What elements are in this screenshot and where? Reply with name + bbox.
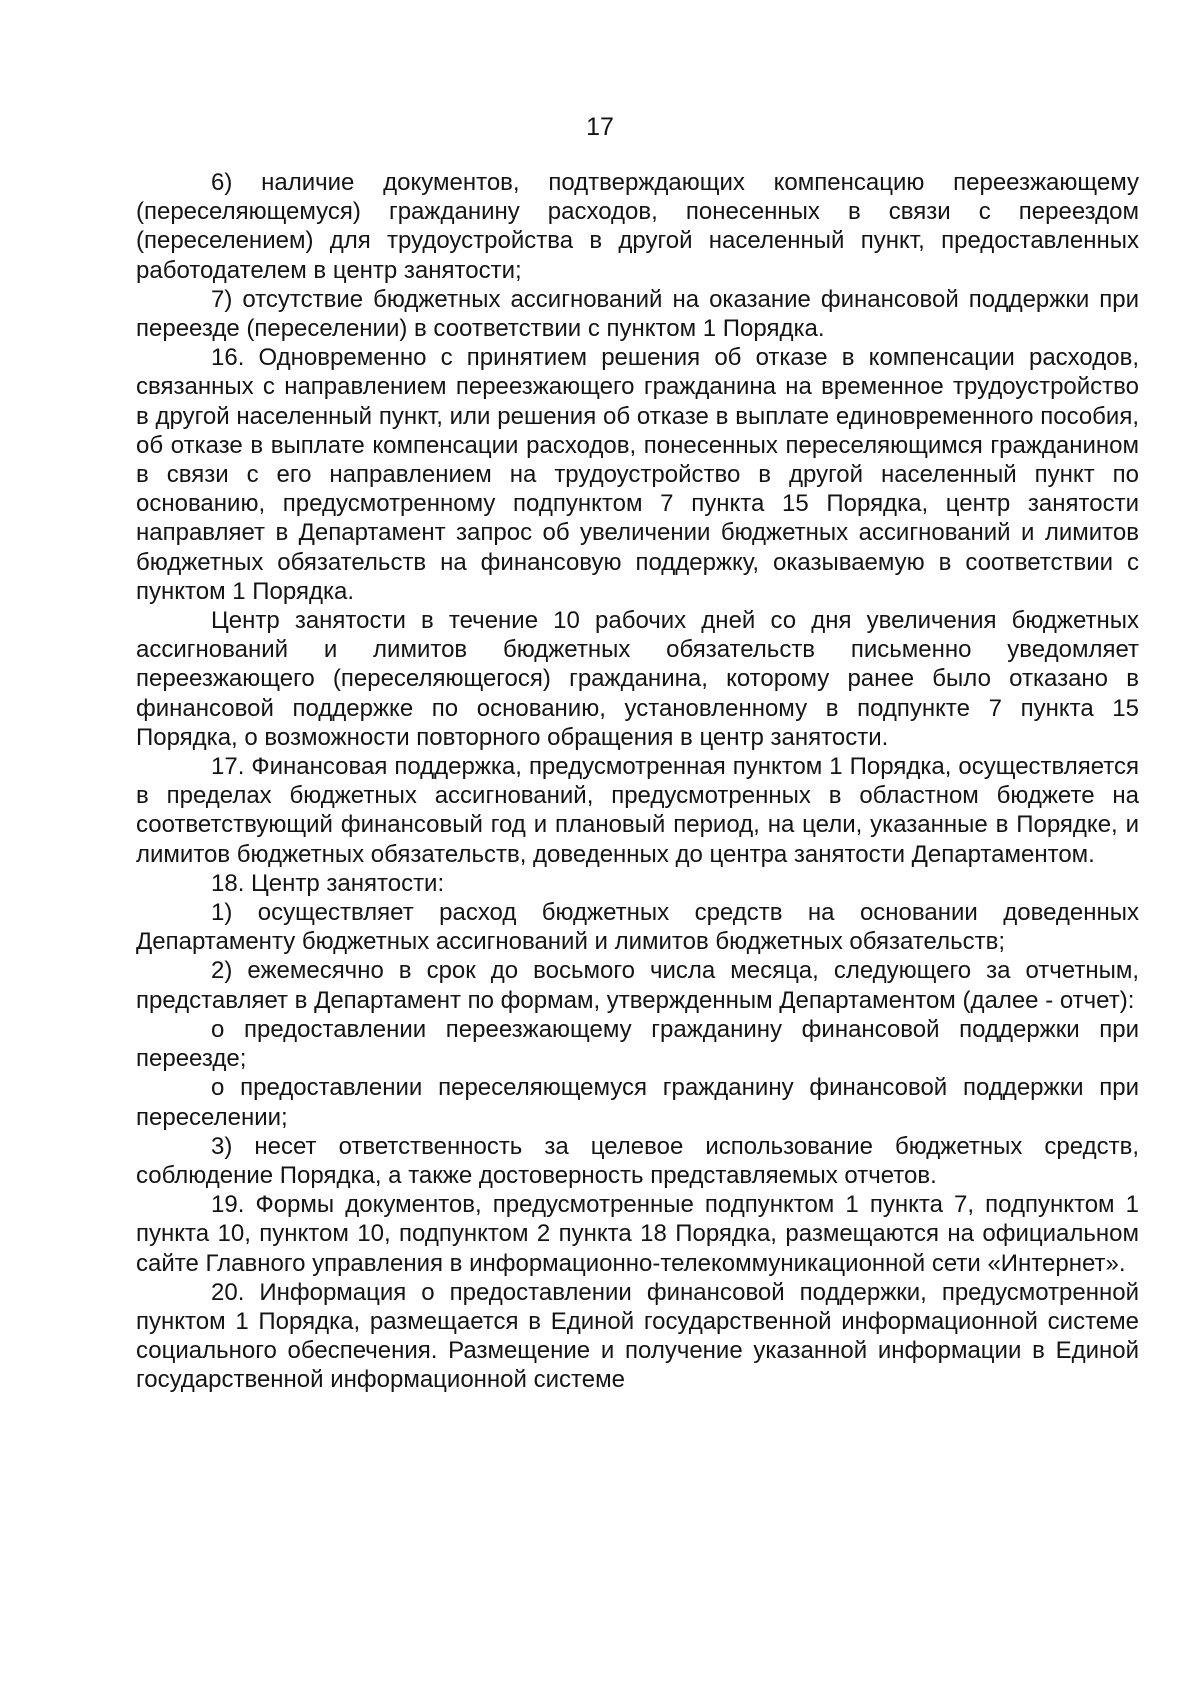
paragraph-clause-18: 18. Центр занятости:: [211, 869, 445, 897]
page-number: 17: [586, 113, 614, 141]
document-body: [136, 168, 1139, 1395]
paragraph-clause-16-continued: Центр занятости в течение 10 рабочих дней со дня увеличения бюджетных ассигнований и лимитов бюджетных обязательств письменно уведомляет переезжающего (переселяющегося) гражданина, которому ранее было отказано в финансовой поддержке по основанию, установленному в подпункте 7 пункта 15 Порядка, о возможности повторного обращения в центр занятости.: [136, 607, 1139, 751]
paragraph-report-relocation: о предоставлении переезжающему гражданину финансовой поддержки при переезде;: [136, 1015, 1139, 1073]
paragraph-clause-20: 20. Информация о предоставлении финансовой поддержки, предусмотренной пунктом 1 Порядка, размещается в Единой государственной информационной системе социального обеспечения. Размещение и получение указанной информации в Единой государственной информационной системе: [136, 1278, 1139, 1394]
paragraph-report-resettlement: о предоставлении переселяющемуся гражданину финансовой поддержки при переселении;: [136, 1074, 1139, 1131]
paragraph-clause-18-item-3: 3) несет ответственность за целевое использование бюджетных средств, соблюдение Порядка, а также достоверность представляемых отчетов.: [136, 1132, 1139, 1189]
paragraph-clause-18-item-1: 1) осуществляет расход бюджетных средств на основании доведенных Департаменту бюджетных ассигнований и лимитов бюджетных обязательств;: [136, 899, 1139, 956]
paragraph-clause-16: 16. Одновременно с принятием решения об отказе в компенсации расходов, связанных с направлением переезжающего гражданина на временное трудоустройство в другой населенный пункт, или решения об отказе в выплате единовременного пособия, об отказе в выплате компенсации расходов, понесенных переселяющимся гражданином в связи с его направлением на трудоустройство в другой населенный пункт по основанию, предусмотренному подпунктом 7 пункта 15 Порядка, центр занятости направляет в Департамент запрос об увеличении бюджетных ассигнований и лимитов бюджетных обязательств на финансовую поддержку, оказываемую в соответствии с пунктом 1 Порядка.: [136, 344, 1139, 605]
paragraph-clause-17: 17. Финансовая поддержка, предусмотренная пунктом 1 Порядка, осуществляется в пределах бюджетных ассигнований, предусмотренных в областном бюджете на соответствующий финансовый год и плановый период, на цели, указанные в Порядке, и лимитов бюджетных обязательств, доведенных до центра занятости Департаментом.: [136, 753, 1139, 868]
paragraph-item-7: 7) отсутствие бюджетных ассигнований на оказание финансовой поддержки при переезде (переселении) в соответствии с пунктом 1 Порядка.: [136, 285, 1139, 343]
paragraph-item-6: 6) наличие документов, подтверждающих компенсацию переезжающему (переселяющемуся) гражданину расходов, понесенных в связи с переездом (переселением) для трудоустройства в другой населенный пункт, предоставленных работодателем в центр занятости;: [136, 169, 1139, 284]
paragraph-clause-18-item-2: 2) ежемесячно в срок до восьмого числа месяца, следующего за отчетным, представляет в Департамент по формам, утвержденным Департаментом (далее - отчет):: [136, 957, 1139, 1014]
paragraph-clause-19: 19. Формы документов, предусмотренные подпунктом 1 пункта 7, подпунктом 1 пункта 10, пунктом 10, подпунктом 2 пункта 18 Порядка, размещаются на официальном сайте Главного управления в информационно-телекоммуникационной сети «Интернет».: [136, 1191, 1139, 1277]
